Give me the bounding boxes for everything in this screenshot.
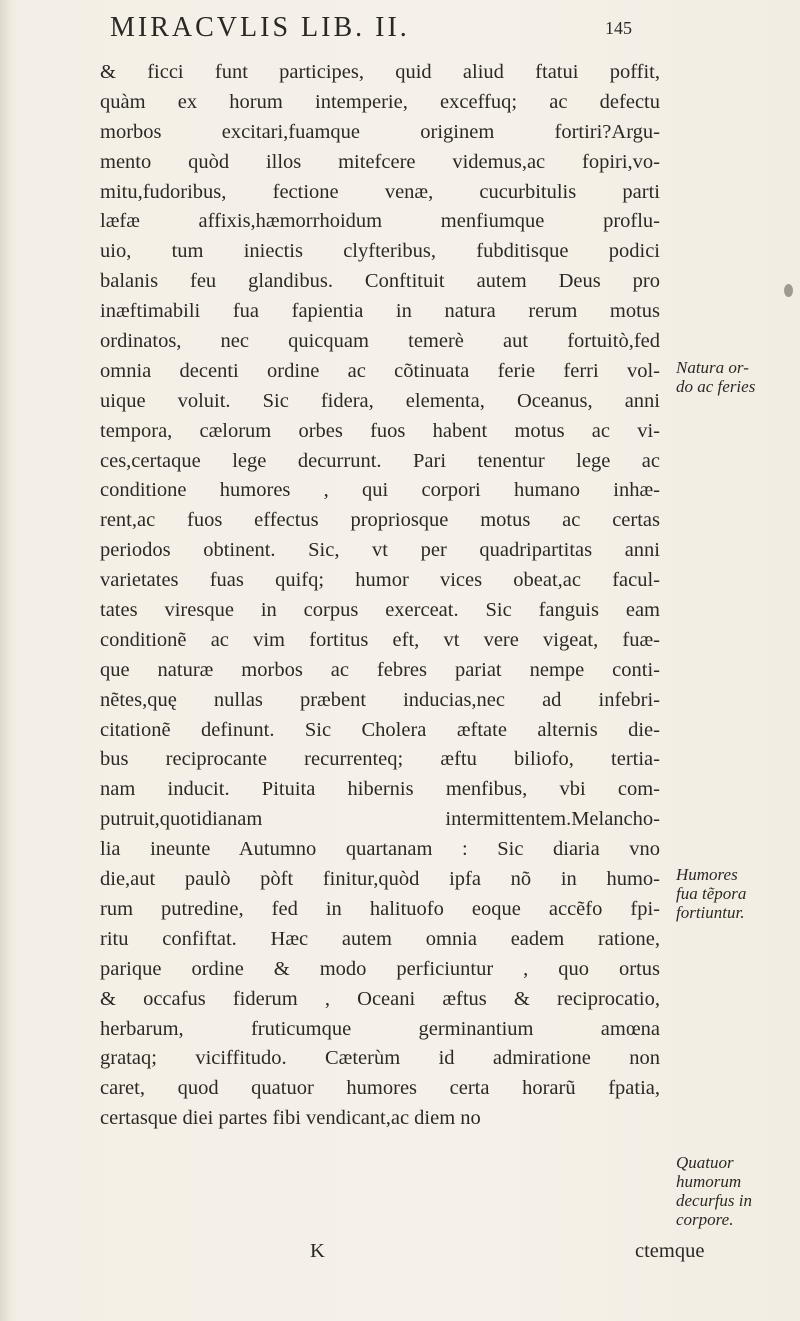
text-line: uio, tum iniectis clyfteribus, fubditisque podici: [100, 240, 660, 263]
text-line: & occafus fiderum , Oceani æftus & reciprocatio,: [100, 987, 660, 1010]
text-line: bus reciprocante recurrenteq; æftu biliofo, tertia-: [100, 748, 660, 771]
margin-note: [676, 1153, 798, 1229]
text-line: lia ineunte Autumno quartanam : Sic diaria vno: [100, 838, 660, 861]
signature-mark: K: [310, 1240, 325, 1262]
margin-note-line: fua tẽpora: [676, 884, 747, 903]
body-text: [100, 58, 660, 1134]
margin-note-line: Humores: [676, 865, 738, 884]
margin-note-line: do ac feries: [676, 377, 756, 396]
text-line: certasque diei partes fibi vendicant,ac diem no: [100, 1107, 481, 1130]
text-line: omnia decenti ordine ac cõtinuata ferie ferri vol-: [100, 359, 660, 382]
gutter-shadow: [0, 0, 12, 1321]
text-line: putruit,quotidianam intermittentem.Melancho-: [100, 808, 660, 831]
margin-note-line: decurfus in: [676, 1191, 753, 1210]
text-line: nam inducit. Pituita hibernis menfibus, vbi com-: [100, 778, 660, 801]
text-line: citationẽ definunt. Sic Cholera æftate alternis die-: [100, 718, 660, 741]
text-line: varietates fuas quifq; humor vices obeat,ac facul-: [100, 569, 660, 592]
text-line: die,aut paulò pòft finitur,quòd ipfa nõ in humo-: [100, 868, 660, 891]
text-line: læfæ affixis,hæmorrhoidum menfiumque proflu-: [100, 210, 660, 233]
margin-note-line: fortiuntur.: [676, 903, 745, 922]
ink-blot: [784, 284, 793, 297]
text-line: parique ordine & modo perficiuntur , quo ortus: [100, 957, 660, 980]
text-line: tempora, cælorum orbes fuos habent motus ac vi-: [100, 419, 660, 442]
text-line: morbos excitari,fuamque originem fortiri?Argu-: [100, 120, 660, 143]
margin-note: [676, 358, 798, 396]
text-line: balanis feu glandibus. Conftituit autem Deus pro: [100, 270, 660, 293]
text-line: periodos obtinent. Sic, vt per quadripartitas anni: [100, 539, 660, 562]
text-line: mento quòd illos mitefcere videmus,ac fopiri,vo-: [100, 150, 660, 173]
page-number: 145: [605, 18, 632, 38]
text-line: rent,ac fuos effectus propriosque motus ac certas: [100, 509, 660, 532]
text-line: mitu,fudoribus, fectione venæ, cucurbitulis parti: [100, 180, 660, 203]
margin-note: [676, 865, 798, 922]
margin-note-line: corpore.: [676, 1210, 734, 1229]
running-head-title: MIRACVLIS LIB. II.: [110, 12, 410, 43]
text-line: quàm ex horum intemperie, exceffuq; ac defectu: [100, 90, 660, 113]
text-line: conditionẽ ac vim fortitus eft, vt vere vigeat, fuæ-: [100, 628, 660, 651]
text-line: nẽtes,quę nullas præbent inducias,nec ad infebri-: [100, 688, 660, 711]
text-line: conditione humores , qui corpori humano inhæ-: [100, 479, 660, 502]
text-line: grataq; viciffitudo. Cæterùm id admiratione non: [100, 1047, 660, 1070]
text-line: tates viresque in corpus exerceat. Sic fanguis eam: [100, 599, 660, 622]
margin-note-line: Natura or-: [676, 358, 749, 377]
text-line: ces,certaque lege decurrunt. Pari tenentur lege ac: [100, 449, 660, 472]
running-head: [110, 8, 670, 48]
text-line: ordinatos, nec quicquam temerè aut fortuitò,fed: [100, 330, 660, 353]
text-line: & ficci funt participes, quid aliud ftatui poffit,: [100, 61, 660, 83]
page-footer: [100, 1240, 710, 1274]
text-line: que naturæ morbos ac febres pariat nempe conti-: [100, 658, 660, 681]
text-line: inæftimabili fua fapientia in natura rerum motus: [100, 300, 660, 323]
text-line: uique voluit. Sic fidera, elementa, Oceanus, anni: [100, 389, 660, 412]
text-line: rum putredine, fed in halituofo eoque accẽfo fpi-: [100, 897, 660, 920]
text-line: herbarum, fruticumque germinantium amœna: [100, 1017, 660, 1040]
catchword: ctemque: [635, 1240, 705, 1262]
margin-note-line: humorum: [676, 1172, 742, 1191]
text-line: caret, quod quatuor humores certa horarũ fpatia,: [100, 1077, 660, 1100]
text-line: ritu confiftat. Hæc autem omnia eadem ratione,: [100, 927, 660, 950]
margin-note-line: Quatuor: [676, 1153, 734, 1172]
